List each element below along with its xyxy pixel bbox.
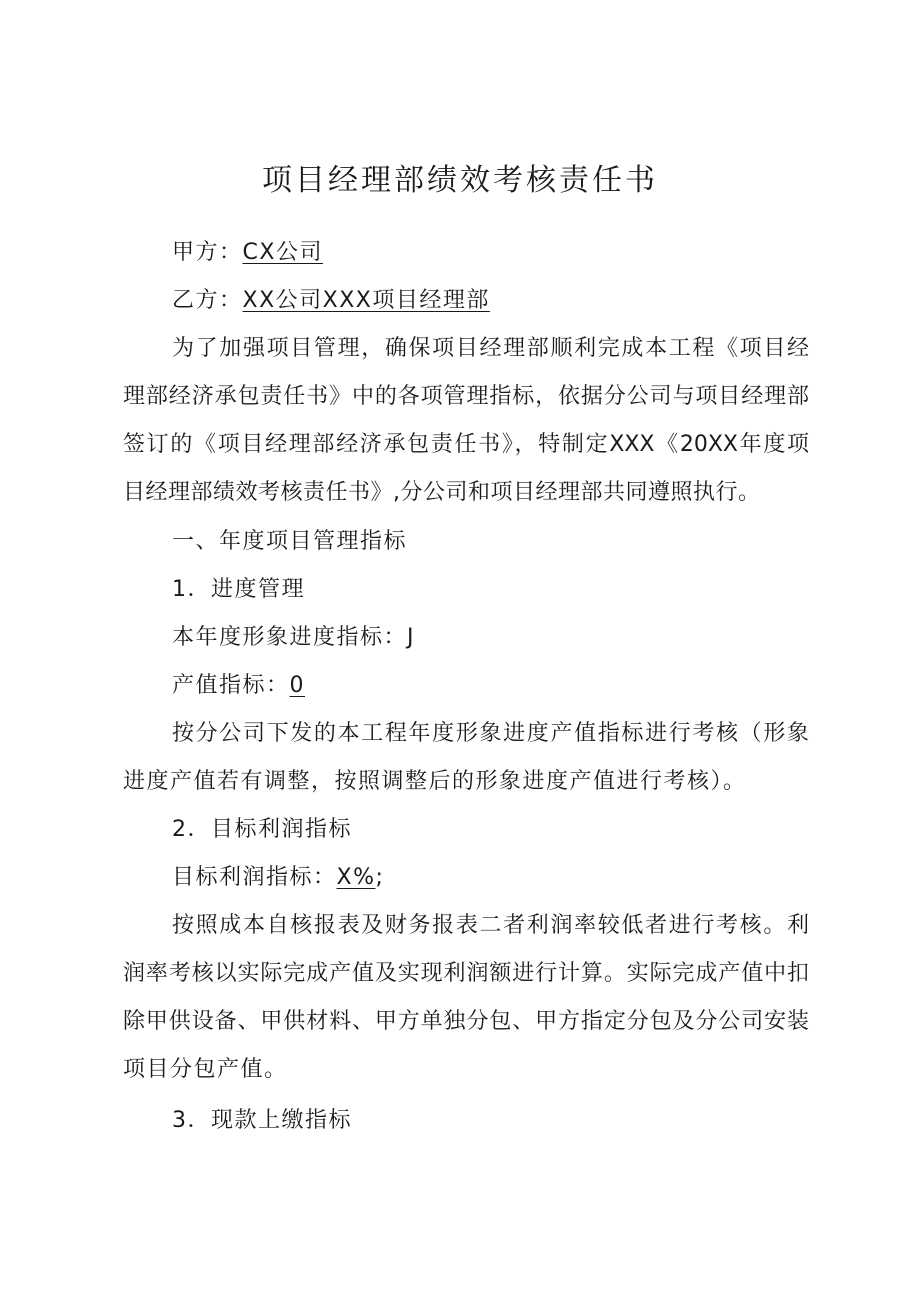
item-1-description-line-1: 按分公司下发的本工程年度形象进度产值指标进行考核（形象: [172, 721, 809, 746]
progress-indicator-label: 本年度形象进度指标：: [172, 625, 408, 650]
item-2-description-line-1: 按照成本自核报表及财务报表二者利润率较低者进行考核。利: [172, 913, 809, 938]
output-indicator-label: 产值指标：: [172, 673, 290, 698]
party-b-line: [172, 286, 490, 316]
profit-indicator-label: 目标利润指标：: [172, 865, 337, 890]
intro-paragraph-line-4: 目经理部绩效考核责任书》,分公司和项目经理部共同遵照执行。: [123, 480, 761, 505]
party-a-value: CX公司: [242, 240, 323, 265]
item-1-description-line-2: 进度产值若有调整，按照调整后的形象进度产值进行考核）。: [123, 769, 747, 794]
item-2-description-line-3: 除甲供设备、甲供材料、甲方单独分包、甲方指定分包及分公司安装: [123, 1009, 809, 1034]
profit-indicator-line: [172, 863, 384, 893]
party-a-line: [172, 238, 323, 268]
progress-indicator-value: J: [407, 625, 416, 650]
progress-indicator-line: [172, 623, 415, 653]
section-1-heading: 一、年度项目管理指标: [172, 529, 408, 554]
party-a-label: 甲方：: [172, 240, 243, 265]
profit-indicator-value: X%: [336, 865, 376, 890]
intro-paragraph-line-2: 理部经济承包责任书》中的各项管理指标，依据分公司与项目经理部: [123, 384, 809, 409]
output-indicator-value: 0: [289, 673, 306, 698]
item-2-heading: 2．目标利润指标: [172, 817, 352, 842]
document-title: 项目经理部绩效考核责任书: [262, 163, 658, 198]
intro-paragraph-line-3: 签订的《项目经理部经济承包责任书》，特制定XXX《20XX年度项: [123, 432, 809, 457]
item-3-heading: 3．现款上缴指标: [172, 1108, 352, 1133]
item-1-heading: 1．进度管理: [172, 577, 305, 602]
party-b-label: 乙方：: [172, 288, 243, 313]
output-indicator-line: [172, 671, 305, 701]
item-2-description-line-2: 润率考核以实际完成产值及实现利润额进行计算。实际完成产值中扣: [123, 961, 809, 986]
party-b-value: XX公司XXX项目经理部: [242, 288, 490, 313]
profit-indicator-suffix: ;: [375, 865, 385, 890]
intro-paragraph-line-1: 为了加强项目管理，确保项目经理部顺利完成本工程《项目经: [172, 336, 809, 361]
item-2-description-line-4: 项目分包产值。: [123, 1057, 288, 1082]
